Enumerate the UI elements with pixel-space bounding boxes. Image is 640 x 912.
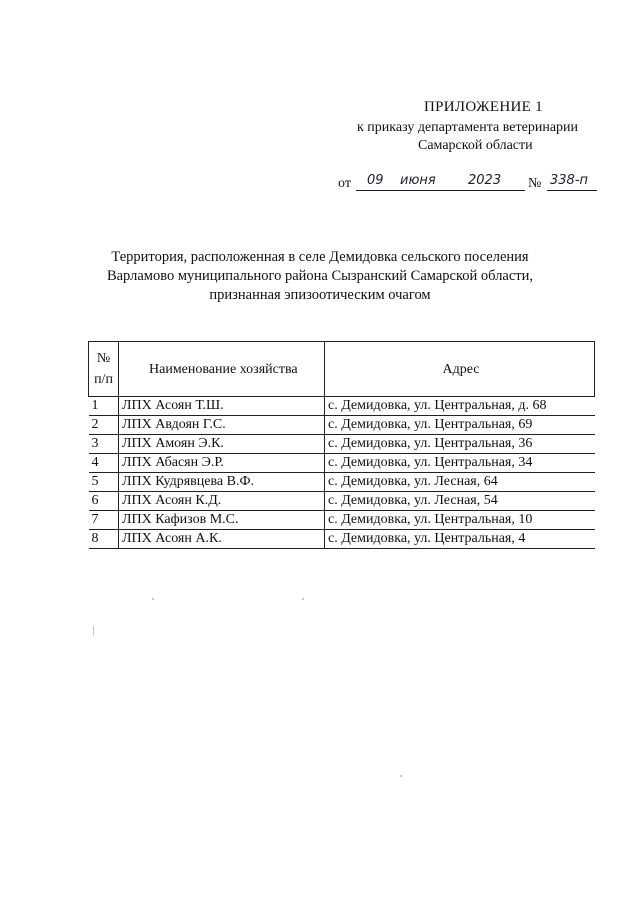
row-number: 6 bbox=[89, 492, 119, 511]
appendix-title: ПРИЛОЖЕНИЕ 1 bbox=[424, 99, 543, 115]
header-number-top: № bbox=[96, 351, 111, 366]
header-number bbox=[89, 342, 119, 397]
scan-mark bbox=[93, 626, 94, 636]
handwritten-year: 2023 bbox=[468, 173, 502, 188]
header-address: Адрес bbox=[325, 342, 595, 397]
document-heading bbox=[60, 248, 580, 305]
row-number: 7 bbox=[89, 511, 119, 530]
row-address: с. Демидовка, ул. Центральная, 36 bbox=[325, 435, 595, 454]
row-address: с. Демидовка, ул. Центральная, 69 bbox=[325, 416, 595, 435]
row-address: с. Демидовка, ул. Центральная, 10 bbox=[325, 511, 595, 530]
heading-line-3: признанная эпизоотическим очагом bbox=[209, 287, 431, 303]
header-number-bottom: п/п bbox=[94, 372, 113, 387]
farms-table bbox=[88, 341, 595, 549]
header-farm-name: Наименование хозяйства bbox=[119, 342, 325, 397]
handwritten-order-number: 338-п bbox=[550, 173, 589, 188]
row-number: 3 bbox=[89, 435, 119, 454]
row-number: 4 bbox=[89, 454, 119, 473]
number-underline bbox=[547, 190, 597, 191]
row-number: 2 bbox=[89, 416, 119, 435]
row-farm-name: ЛПХ Амоян Э.К. bbox=[119, 435, 325, 454]
table-row bbox=[89, 473, 595, 492]
row-farm-name: ЛПХ Абасян Э.Р. bbox=[119, 454, 325, 473]
row-address: с. Демидовка, ул. Лесная, 64 bbox=[325, 473, 595, 492]
row-farm-name: ЛПХ Кафизов М.С. bbox=[119, 511, 325, 530]
row-number: 1 bbox=[89, 397, 119, 416]
row-address: с. Демидовка, ул. Центральная, 34 bbox=[325, 454, 595, 473]
table-body bbox=[89, 397, 595, 549]
table-row bbox=[89, 454, 595, 473]
scan-speck bbox=[400, 775, 402, 777]
table-header-row bbox=[89, 342, 595, 397]
appendix-order-ref: к приказу департамента ветеринарии bbox=[357, 120, 579, 135]
table-row bbox=[89, 530, 595, 549]
handwritten-day: 09 bbox=[367, 173, 384, 188]
row-address: с. Демидовка, ул. Центральная, д. 68 bbox=[325, 397, 595, 416]
row-farm-name: ЛПХ Асоян Т.Ш. bbox=[119, 397, 325, 416]
date-underline bbox=[356, 190, 525, 191]
heading-line-2: Варламово муниципального района Сызранский Самарской области, bbox=[106, 268, 534, 284]
row-farm-name: ЛПХ Асоян К.Д. bbox=[119, 492, 325, 511]
number-label: № bbox=[528, 176, 542, 191]
row-farm-name: ЛПХ Асоян А.К. bbox=[119, 530, 325, 549]
row-farm-name: ЛПХ Кудрявцева В.Ф. bbox=[119, 473, 325, 492]
row-farm-name: ЛПХ Авдоян Г.С. bbox=[119, 416, 325, 435]
table-row bbox=[89, 492, 595, 511]
scan-speck bbox=[302, 598, 304, 600]
row-address: с. Демидовка, ул. Центральная, 4 bbox=[325, 530, 595, 549]
from-label: от bbox=[338, 176, 351, 191]
row-number: 5 bbox=[89, 473, 119, 492]
row-number: 8 bbox=[89, 530, 119, 549]
heading-line-1: Территория, расположенная в селе Демидовка сельского поселения bbox=[111, 249, 529, 265]
table-row bbox=[89, 435, 595, 454]
table-row bbox=[89, 416, 595, 435]
row-address: с. Демидовка, ул. Лесная, 54 bbox=[325, 492, 595, 511]
handwritten-month: июня bbox=[400, 173, 436, 188]
appendix-region: Самарской области bbox=[418, 138, 533, 153]
table-row bbox=[89, 397, 595, 416]
scan-speck bbox=[152, 598, 154, 600]
table-row bbox=[89, 511, 595, 530]
